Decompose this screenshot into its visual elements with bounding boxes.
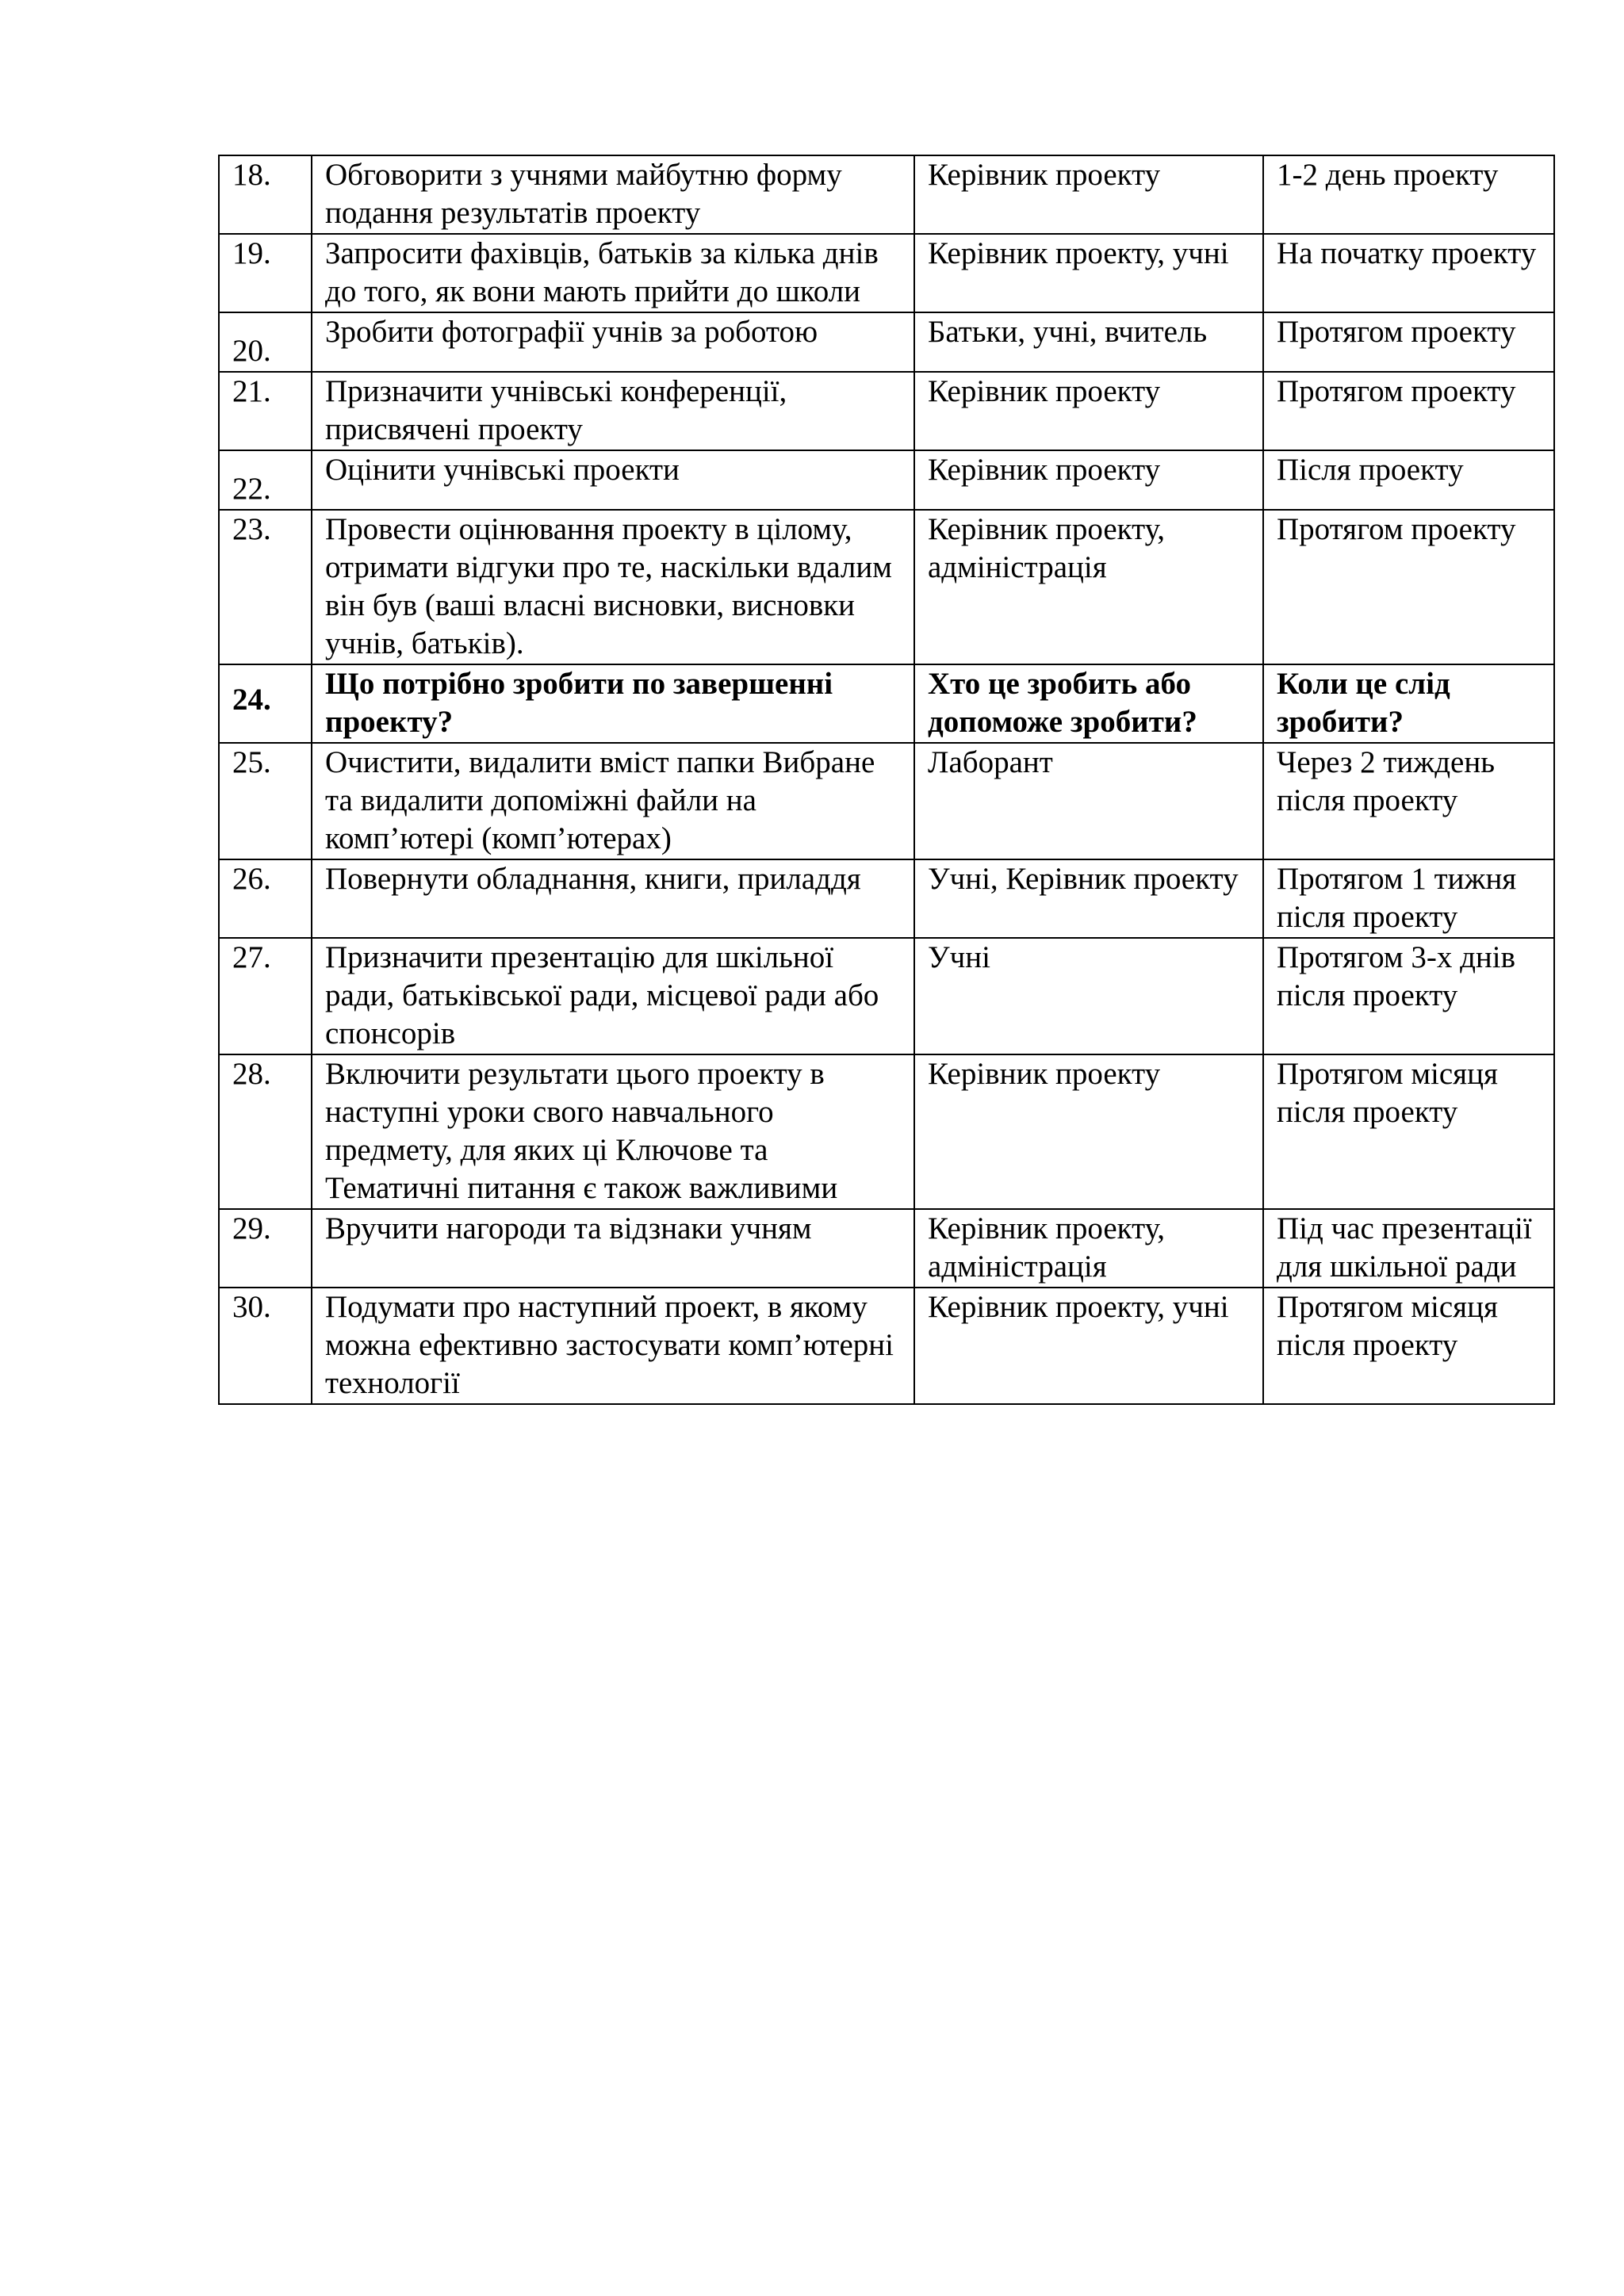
row-number: 18. bbox=[219, 155, 312, 234]
row-number: 21. bbox=[219, 372, 312, 450]
responsible-cell: Керівник проекту bbox=[914, 450, 1263, 510]
table-row bbox=[219, 155, 1554, 234]
task-cell: Запросити фахівців, батьків за кілька днів до того, як вони мають прийти до школи bbox=[312, 234, 914, 312]
row-number: 30. bbox=[219, 1288, 312, 1404]
responsible-cell: Лаборант bbox=[914, 743, 1263, 859]
task-cell: Включити результати цього проекту в наступні уроки свого навчального предмету, для яких ці Ключове та Тематичні питання є також важливими bbox=[312, 1054, 914, 1209]
timing-cell: Після проекту bbox=[1263, 450, 1554, 510]
responsible-cell: Учні bbox=[914, 938, 1263, 1054]
responsible-cell: Керівник проекту bbox=[914, 155, 1263, 234]
timing-cell: Протягом 1 тижня після проекту bbox=[1263, 859, 1554, 938]
row-number: 29. bbox=[219, 1209, 312, 1288]
task-cell: Подумати про наступний проект, в якому можна ефективно застосувати комп’ютерні технології bbox=[312, 1288, 914, 1404]
task-cell: Оцінити учнівські проекти bbox=[312, 450, 914, 510]
table-row bbox=[219, 1209, 1554, 1288]
row-number: 24. bbox=[219, 664, 312, 743]
responsible-cell: Керівник проекту bbox=[914, 372, 1263, 450]
timing-cell: 1-2 день проекту bbox=[1263, 155, 1554, 234]
row-number: 28. bbox=[219, 1054, 312, 1209]
task-cell: Очистити, видалити вміст папки Вибране та видалити допоміжні файли на комп’ютері (комп’ютерах) bbox=[312, 743, 914, 859]
responsible-cell: Учні, Керівник проекту bbox=[914, 859, 1263, 938]
row-number: 27. bbox=[219, 938, 312, 1054]
timing-cell: Протягом проекту bbox=[1263, 312, 1554, 372]
timing-cell: На початку проекту bbox=[1263, 234, 1554, 312]
timing-cell: Протягом проекту bbox=[1263, 510, 1554, 664]
project-plan-table bbox=[218, 155, 1555, 1405]
task-header: Що потрібно зробити по завершенні проекту? bbox=[312, 664, 914, 743]
table-body bbox=[219, 155, 1554, 1404]
row-number: 25. bbox=[219, 743, 312, 859]
table-row bbox=[219, 938, 1554, 1054]
timing-header: Коли це слід зробити? bbox=[1263, 664, 1554, 743]
task-cell: Призначити презентацію для шкільної ради, батьківської ради, місцевої ради або спонсорів bbox=[312, 938, 914, 1054]
task-cell: Обговорити з учнями майбутню форму подання результатів проекту bbox=[312, 155, 914, 234]
table-row bbox=[219, 372, 1554, 450]
responsible-cell: Керівник проекту, адміністрація bbox=[914, 510, 1263, 664]
timing-cell: Протягом 3-х днів після проекту bbox=[1263, 938, 1554, 1054]
task-cell: Зробити фотографії учнів за роботою bbox=[312, 312, 914, 372]
task-cell: Повернути обладнання, книги, приладдя bbox=[312, 859, 914, 938]
section-header-row bbox=[219, 664, 1554, 743]
row-number: 22. bbox=[219, 450, 312, 510]
row-number: 19. bbox=[219, 234, 312, 312]
table-row bbox=[219, 859, 1554, 938]
timing-cell: Протягом місяця після проекту bbox=[1263, 1054, 1554, 1209]
timing-cell: Протягом проекту bbox=[1263, 372, 1554, 450]
table-row bbox=[219, 450, 1554, 510]
responsible-cell: Керівник проекту, учні bbox=[914, 1288, 1263, 1404]
responsible-cell: Керівник проекту, адміністрація bbox=[914, 1209, 1263, 1288]
table-row bbox=[219, 743, 1554, 859]
timing-cell: Протягом місяця після проекту bbox=[1263, 1288, 1554, 1404]
table-row bbox=[219, 1054, 1554, 1209]
table-row bbox=[219, 1288, 1554, 1404]
responsible-cell: Керівник проекту, учні bbox=[914, 234, 1263, 312]
table-row bbox=[219, 312, 1554, 372]
responsible-cell: Батьки, учні, вчитель bbox=[914, 312, 1263, 372]
row-number: 26. bbox=[219, 859, 312, 938]
timing-cell: Під час презентації для шкільної ради bbox=[1263, 1209, 1554, 1288]
table-row bbox=[219, 510, 1554, 664]
task-cell: Вручити нагороди та відзнаки учням bbox=[312, 1209, 914, 1288]
timing-cell: Через 2 тиждень після проекту bbox=[1263, 743, 1554, 859]
row-number: 20. bbox=[219, 312, 312, 372]
responsible-header: Хто це зробить або допоможе зробити? bbox=[914, 664, 1263, 743]
row-number: 23. bbox=[219, 510, 312, 664]
task-cell: Провести оцінювання проекту в цілому, отримати відгуки про те, наскільки вдалим він був (ваші власні висновки, висновки учнів, батьків). bbox=[312, 510, 914, 664]
task-cell: Призначити учнівські конференції, присвячені проекту bbox=[312, 372, 914, 450]
table-row bbox=[219, 234, 1554, 312]
responsible-cell: Керівник проекту bbox=[914, 1054, 1263, 1209]
